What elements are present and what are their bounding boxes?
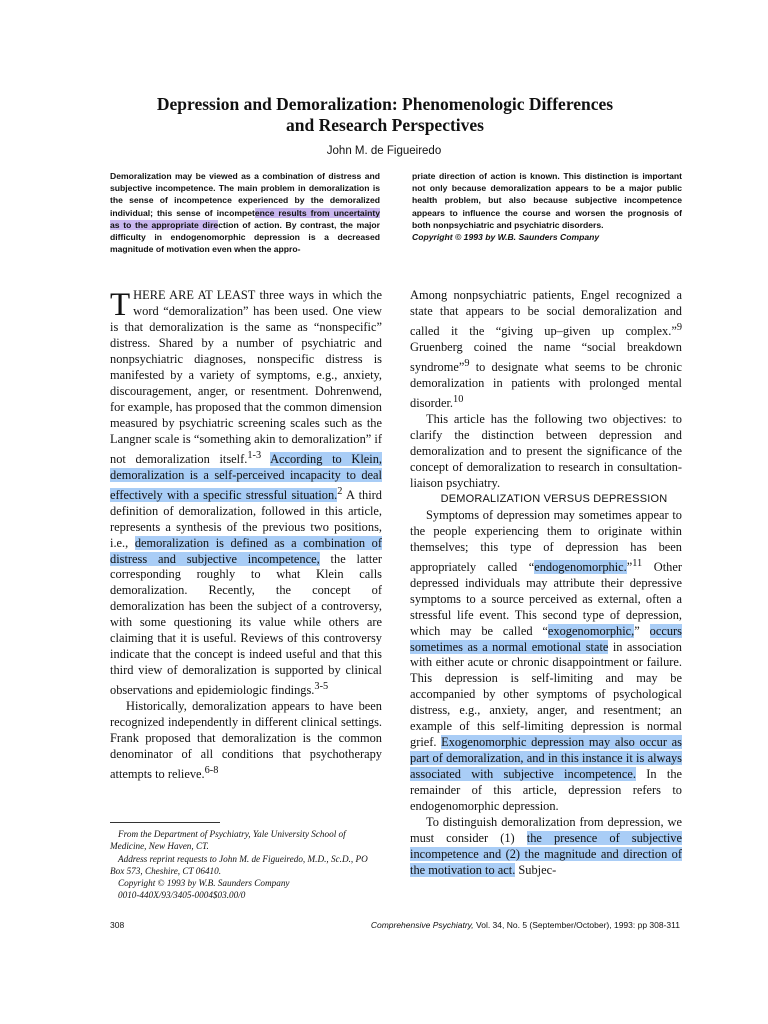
citation: 11 [632,557,643,569]
drop-cap: T [110,287,131,323]
journal-details: Vol. 34, No. 5 (September/October), 1993: pp 308-311 [473,920,680,930]
paragraph [410,288,682,412]
citation: 6-8 [204,765,219,777]
paragraph [410,815,682,879]
section-heading: DEMORALIZATION VERSUS DEPRESSION [440,492,668,505]
body-text: Gruenberg coined the name “social breakdown syndrome” [410,339,682,375]
journal-name: Comprehensive Psychiatry, [370,920,474,930]
title-line-1: Depression and Demoralization: Phenomenologic Differences [156,94,614,114]
citation: 9 [464,357,470,369]
footnote: From the Department of Psychiatry, Yale University School of Medicine, New Haven, CT. [110,829,346,852]
body-text: HERE ARE AT LEAST three ways in which the word “demoralization” has been used. One view is that demoralization is the same as “nonspecific” distress. Shared by a number of psychiatric and nonpsychiatric diagnoses, nonspecific distress is manifested by a variety of symptoms, e.g., anxiety, discouragement, anger, or resentment. Dohrenwend, for example, has proposed that the common dimension measured by psychiatric screening scales such as the Langner scale is “something akin to demoralization” if not demoralization itself. [110,288,382,466]
body-text: Other depressed individuals may attribute their depressive symptoms to a source perceived as external, often a stressful life event. This second type of depression, which may be called “ [410,559,682,638]
body-text: in association with either acute or chronic disappointment or failure. This depression is self-limiting and may be accompanied by other symptoms of psychological distress, e.g., anxiety, anger, and resentment; an example of this self-limiting depression is normal grief. [410,639,682,750]
highlighted-text: demoralization is defined as a combination of distress and subjective incompetence, [110,535,382,566]
citation: 3-5 [314,681,329,693]
paragraph [110,699,382,783]
citation: 2 [337,485,343,497]
highlighted-text: According to Klein, demoralization is a self-perceived incapacity to deal effectively with a specific stressful situation. [110,451,382,502]
body-text: To distinguish demoralization from depression, we must consider (1) [410,815,682,845]
journal-citation [371,920,680,930]
highlighted-text: Exogenomorphic depression may also occur as part of demoralization, and in this instance it is always associated with subjective incompetence. [410,735,682,782]
abstract-left [110,170,380,255]
citation: 9 [676,321,682,333]
article-title [90,94,680,136]
highlighted-text: exogenomorphic, [547,623,635,638]
body-text: Symptoms of depression may sometimes appear to the people experiencing them to originate within themselves; this type of depression has been appropriately called “ [410,507,682,574]
body-text: A third definition of demoralization, followed in this article, represents a synthesis of the previous two positions, i.e., [110,487,382,550]
footnote: Copyright © 1993 by W.B. Saunders Company [118,878,290,889]
abstract-text: priate direction of action is known. This distinction is important not only because demoralization appears to be a major public health problem, but also because subjective incompetence appears to influence the course and worsen the prognosis of both nonpsychiatric and psychiatric disorders. [412,171,682,230]
body-column-right [410,288,682,879]
footnote: 0010-440X/93/3405-0004$03.00/0 [118,890,246,901]
paragraph: This article has the following two objectives: to clarify the distinction between depression and demoralization and to present the significance of the concept of demoralization to research in consultation-liaison psychiatry. [410,412,682,490]
citation: 1-3 [247,449,262,461]
footnotes [110,828,382,902]
abstract-right [412,170,682,243]
citation: 10 [453,393,464,405]
body-text: Subjec- [515,862,557,877]
abstract-text: ction of action. By contrast, the major difficulty in endogenomorphic depression is a decreased magnitude of motivation even when the appro- [110,219,380,255]
body-text: the latter corresponding roughly to what Klein calls demoralization. Recently, the concept of demoralization has been the subject of a controversy, with some questioning its value while others are claiming that it is useful. Reviews of this controversy indicate that the concept is indeed useful and that this third view of demoralization is supported by clinical observations and epidemiologic findings. [110,551,382,698]
body-column-left [110,288,382,783]
body-text: Among nonpsychiatric patients, Engel recognized a state that appears to be social demoralization and called it the “giving up–given up complex.” [410,288,682,339]
page-number: 308 [110,920,125,930]
highlighted-text: endogenomorphic. [534,559,627,574]
body-text: ” [634,623,650,638]
footnote-rule [110,822,220,823]
footnote: Address reprint requests to John M. de Figueiredo, M.D., Sc.D., PO Box 573, Cheshire, CT 06410. [110,853,368,876]
abstract-text: Demoralization may be viewed as a combination of distress and subjective incompetence. The main problem in demoralization is the sense of incompetence experienced by the demoralized individual; this sense of incompet [110,171,380,218]
body-text: Historically, demoralization appears to have been recognized independently in different clinical settings. Frank proposed that demoralization is the common denominator of all conditions that psychotherapy attempts to relieve. [110,699,382,782]
body-text: to designate what seems to be chronic demoralization in patients with prolonged mental disorder. [410,360,682,411]
paragraph [410,508,682,815]
paragraph [110,288,382,699]
highlighted-text: ence results from uncertainty as to the appropriate dire [110,207,380,230]
title-line-2: and Research Perspectives [286,115,484,135]
highlighted-text: occurs sometimes as a normal emotional state [410,623,682,654]
highlighted-text: the presence of subjective incompetence and (2) the magnitude and direction of the motivation to act. [410,830,682,877]
body-text: In the remainder of this article, depression refers to endogenomorphic depression. [410,767,683,814]
abstract-copyright: Copyright © 1993 by W.B. Saunders Company [412,232,600,243]
body-text: ” [626,559,633,574]
author-name: John M. de Figueiredo [326,145,442,157]
